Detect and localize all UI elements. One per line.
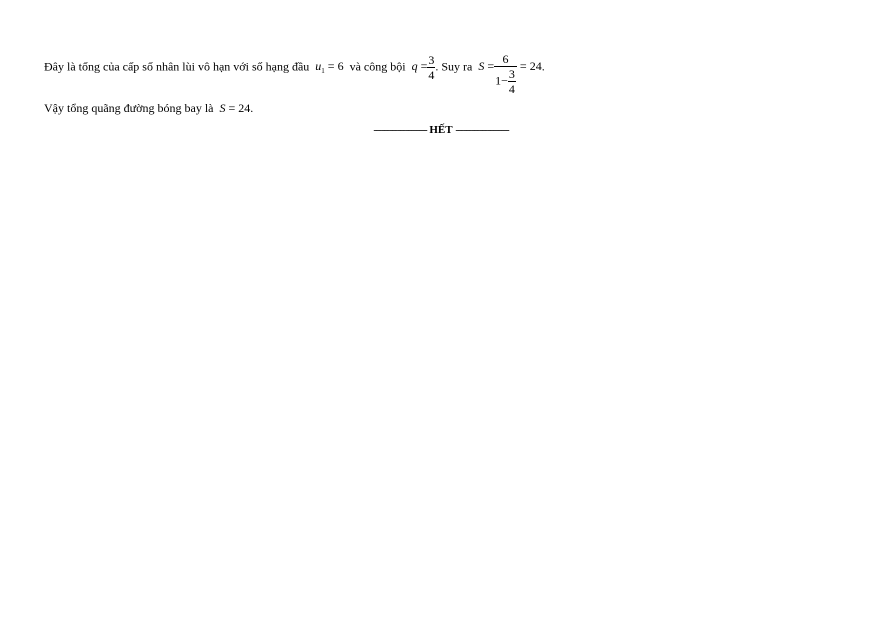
- solution-sentence-1: [44, 52, 545, 96]
- ratio-expression: [409, 53, 436, 82]
- q-variable: q: [411, 59, 418, 74]
- end-dashes-right: --------------------: [455, 124, 509, 136]
- sentence-1-text-c: . Suy ra: [435, 59, 473, 74]
- sentence-1-end: .: [541, 59, 545, 74]
- s-numerator: 6: [502, 52, 509, 66]
- sum-expression: [475, 52, 542, 96]
- s-denominator-lead: 1−: [495, 73, 508, 88]
- end-dashes-left: --------------------: [373, 124, 427, 136]
- final-sum-expression: [217, 101, 254, 115]
- sentence-1-text-a: Đây là tổng của cấp số nhân lùi vô hạn với số hạng đầu: [44, 59, 310, 74]
- s-variable: S: [478, 59, 485, 74]
- end-marker: [348, 124, 534, 136]
- q-fraction: [427, 53, 435, 82]
- u-equals: = 6: [327, 59, 344, 74]
- inner-fraction: [508, 67, 516, 96]
- sentence-1-text-b: và công bội: [349, 59, 406, 74]
- s-denominator: [494, 67, 517, 96]
- first-term-expression: [312, 59, 346, 76]
- inner-numerator: 3: [508, 67, 515, 81]
- end-label: HẾT: [429, 124, 453, 136]
- s-equals: =: [487, 59, 495, 74]
- s-fraction: [494, 52, 517, 96]
- q-numerator: 3: [428, 53, 435, 67]
- q-equals: =: [420, 59, 428, 74]
- u-variable: u: [315, 59, 322, 74]
- inner-denominator: 4: [508, 82, 515, 96]
- sentence-2-end: .: [250, 101, 254, 115]
- final-s-variable: S: [219, 101, 226, 115]
- s-result: = 24: [519, 59, 542, 74]
- u-subscript: 1: [321, 67, 325, 76]
- solution-sentence-2: [44, 101, 253, 116]
- q-denominator: 4: [428, 68, 435, 82]
- sentence-2-text: Vậy tổng quãng đường bóng bay là: [44, 101, 214, 115]
- final-s-equals: = 24: [228, 101, 251, 115]
